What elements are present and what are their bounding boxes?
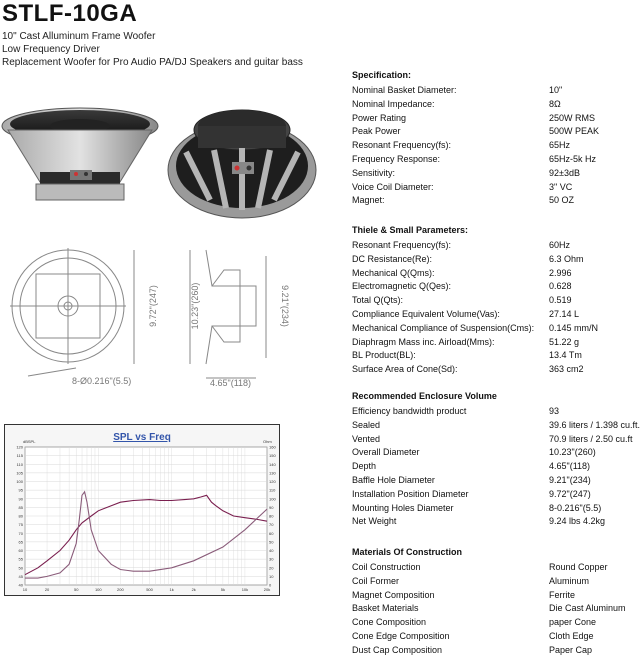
- product-subtitle-2: Low Frequency Driver: [2, 44, 100, 55]
- row-value: 9.21"(234): [549, 475, 591, 485]
- dim-holes-label: 8-Ø0.216"(5.5): [72, 376, 132, 386]
- materials-row: [352, 645, 640, 659]
- row-value: 39.6 liters / 1.398 cu.ft.: [549, 419, 640, 430]
- enclosure-row: [352, 489, 640, 503]
- speaker-photo: [0, 92, 318, 222]
- row-value: 2.996: [549, 267, 572, 278]
- enclosure-heading: Recommended Enclosure Volume: [352, 391, 497, 401]
- row-label: Sealed: [352, 419, 381, 430]
- spl-chart: [4, 424, 280, 596]
- row-label: Mounting Holes Diameter: [352, 502, 454, 513]
- spec-row: [352, 168, 640, 182]
- x-tick-label: 10k: [241, 587, 249, 592]
- thiele-small-heading: Thiele & Small Parameters:: [352, 225, 469, 235]
- row-value: 65Hz-5k Hz: [549, 154, 597, 164]
- ts-row: [352, 240, 640, 254]
- row-label: Power Rating: [352, 112, 407, 123]
- enclosure-row: [352, 420, 640, 434]
- row-value: 0.519: [549, 295, 572, 306]
- x-tick-label: 20: [44, 587, 50, 592]
- spec-row: [352, 85, 640, 99]
- materials-row: [352, 576, 640, 590]
- spl-chart-svg: [5, 425, 279, 595]
- row-value: 6.3 Ohm: [549, 253, 584, 264]
- y-tick-label: 85: [18, 504, 23, 510]
- chart-y2label: Ohm: [263, 439, 272, 444]
- enclosure-row: [352, 503, 640, 517]
- row-label: Electromagnetic Q(Qes):: [352, 281, 452, 292]
- x-tick-label: 20k: [263, 587, 271, 592]
- y2-tick-label: 120: [269, 479, 276, 484]
- materials-row: [352, 562, 640, 576]
- row-value: 65Hz: [549, 140, 571, 151]
- row-label: DC Resistance(Re):: [352, 253, 433, 264]
- row-label: Voice Coil Diameter:: [352, 181, 434, 192]
- materials-row: [352, 617, 640, 631]
- enclosure-row: [352, 461, 640, 475]
- row-value: paper Cone: [549, 617, 597, 628]
- y-tick-label: 40: [18, 582, 23, 588]
- row-value: 50 OZ: [549, 195, 575, 206]
- row-label: BL Product(BL):: [352, 350, 416, 361]
- row-value: Ferrite: [549, 589, 576, 600]
- row-label: Depth: [352, 461, 377, 472]
- row-label: Frequency Response:: [352, 154, 441, 164]
- dim-frame-label: 9.72"(247): [148, 285, 158, 327]
- y2-tick-label: 30: [269, 556, 274, 562]
- y2-tick-label: 140: [269, 461, 276, 467]
- row-label: Nominal Basket Diameter:: [352, 85, 457, 95]
- row-value: 4.65"(118): [549, 461, 591, 472]
- materials-row: [352, 631, 640, 645]
- row-label: Coil Former: [352, 575, 400, 586]
- y-tick-label: 60: [18, 548, 23, 553]
- spec-row: [352, 182, 640, 196]
- row-value: 8Ω: [549, 98, 561, 109]
- y-tick-label: 105: [16, 470, 23, 476]
- row-value: 60Hz: [549, 240, 571, 250]
- product-title: STLF-10GA: [2, 0, 138, 27]
- specification-heading: Specification:: [352, 70, 412, 80]
- y-tick-label: 70: [18, 530, 23, 536]
- row-value: Die Cast Aluminum: [549, 603, 626, 614]
- row-value: 10.23"(260): [549, 447, 596, 458]
- y-tick-label: 55: [18, 556, 23, 562]
- product-subtitle-3: Replacement Woofer for Pro Audio PA/DJ Speakers and guitar bass: [2, 57, 303, 68]
- materials-heading: Materials Of Construction: [352, 547, 463, 557]
- row-value: 3" VC: [549, 181, 573, 192]
- y2-tick-label: 40: [269, 548, 274, 553]
- y-tick-label: 65: [18, 539, 23, 545]
- row-label: Dust Cap Composition: [352, 644, 443, 655]
- row-label: Sensitivity:: [352, 167, 396, 178]
- enclosure-row: [352, 516, 640, 530]
- row-label: Cone Composition: [352, 617, 427, 628]
- row-label: Nominal Impedance:: [352, 98, 435, 109]
- y2-tick-label: 80: [269, 513, 274, 519]
- row-label: Installation Position Diameter: [352, 488, 469, 499]
- row-label: Efficiency bandwidth product: [352, 406, 467, 416]
- row-label: Overall Diameter: [352, 447, 420, 458]
- materials-row: [352, 590, 640, 604]
- y2-tick-label: 50: [269, 539, 274, 545]
- y2-tick-label: 150: [269, 453, 276, 459]
- row-value: Cloth Edge: [549, 631, 594, 641]
- y2-tick-label: 90: [269, 504, 274, 510]
- y2-tick-label: 130: [269, 470, 276, 476]
- row-label: Resonant Frequency(fs):: [352, 140, 452, 151]
- row-label: Magnet:: [352, 195, 385, 206]
- materials-row: [352, 603, 640, 617]
- y-tick-label: 45: [18, 573, 23, 579]
- y2-tick-label: 60: [269, 530, 274, 536]
- ts-row: [352, 268, 640, 282]
- row-label: Vented: [352, 433, 381, 444]
- row-label: Baffle Hole Diameter: [352, 475, 435, 485]
- row-label: Total Q(Qts):: [352, 295, 404, 306]
- spec-row: [352, 126, 640, 140]
- x-tick-label: 5k: [220, 587, 225, 592]
- y-tick-label: 95: [18, 487, 23, 493]
- row-value: 250W RMS: [549, 112, 596, 123]
- dimension-drawing: [6, 246, 306, 396]
- x-tick-label: 2k: [191, 587, 196, 592]
- row-value: 27.14 L: [549, 309, 580, 319]
- row-value: 10": [549, 85, 563, 95]
- row-value: 13.4 Tm: [549, 350, 582, 361]
- row-label: Compliance Equivalent Volume(Vas):: [352, 309, 500, 319]
- row-value: Round Copper: [549, 562, 608, 572]
- row-value: 0.628: [549, 281, 572, 292]
- row-value: Aluminum: [549, 575, 590, 586]
- ts-row: [352, 281, 640, 295]
- y-tick-label: 50: [18, 565, 23, 571]
- spec-row: [352, 113, 640, 127]
- chart-ylabel: dBSPL: [23, 439, 36, 444]
- row-value: 92±3dB: [549, 167, 580, 178]
- ts-row: [352, 309, 640, 323]
- row-value: 51.22 g: [549, 336, 580, 347]
- spec-row: [352, 99, 640, 113]
- row-label: Net Weight: [352, 516, 397, 527]
- x-tick-label: 50: [74, 587, 79, 592]
- enclosure-row: [352, 434, 640, 448]
- y-tick-label: 80: [18, 513, 23, 519]
- y-tick-label: 120: [16, 444, 23, 450]
- row-label: Diaphragm Mass inc. Airload(Mms):: [352, 336, 495, 347]
- y-tick-label: 100: [16, 479, 23, 484]
- spec-row: [352, 140, 640, 154]
- row-value: 70.9 liters / 2.50 cu.ft: [549, 433, 633, 444]
- ts-row: [352, 364, 640, 378]
- product-subtitle-1: 10" Cast Alluminum Frame Woofer: [2, 31, 156, 42]
- y2-tick-label: 20: [269, 565, 274, 571]
- ts-row: [352, 323, 640, 337]
- y2-tick-label: 70: [269, 522, 274, 528]
- x-tick-label: 1k: [169, 587, 174, 592]
- y2-tick-label: 10: [269, 573, 274, 579]
- row-value: 8-0.216"(5.5): [549, 502, 602, 513]
- row-label: Mechanical Compliance of Suspension(Cms):: [352, 322, 535, 333]
- spec-row: [352, 195, 640, 209]
- enclosure-row: [352, 406, 640, 420]
- spec-row: [352, 154, 640, 168]
- row-label: Peak Power: [352, 126, 401, 137]
- dim-overall-label: 10.23"(260): [190, 282, 200, 330]
- row-label: Cone Edge Composition: [352, 631, 450, 641]
- row-label: Magnet Composition: [352, 589, 435, 600]
- row-value: Paper Cap: [549, 644, 593, 655]
- dim-baffle-label: 9.21"(234): [280, 285, 290, 327]
- ts-row: [352, 350, 640, 364]
- row-value: 500W PEAK: [549, 126, 600, 137]
- row-label: Coil Construction: [352, 562, 421, 572]
- ts-row: [352, 295, 640, 309]
- x-tick-label: 200: [117, 587, 124, 592]
- y-tick-label: 110: [16, 461, 23, 467]
- y-tick-label: 90: [18, 496, 23, 502]
- y2-tick-label: 100: [269, 496, 276, 502]
- y-tick-label: 75: [18, 522, 23, 528]
- y-tick-label: 115: [16, 453, 23, 459]
- y2-tick-label: 110: [269, 487, 276, 493]
- ts-row: [352, 254, 640, 268]
- x-tick-label: 500: [146, 587, 153, 592]
- enclosure-row: [352, 475, 640, 489]
- y2-tick-label: 160: [269, 444, 276, 450]
- x-tick-label: 10: [22, 587, 28, 592]
- row-value: 93: [549, 406, 560, 416]
- row-value: 9.72"(247): [549, 488, 591, 499]
- ts-row: [352, 337, 640, 351]
- row-label: Surface Area of Cone(Sd):: [352, 364, 458, 375]
- row-label: Mechanical Q(Qms):: [352, 267, 435, 278]
- chart-title: SPL vs Freq: [113, 432, 171, 443]
- x-tick-label: 100: [94, 587, 102, 592]
- row-label: Resonant Frequency(fs):: [352, 240, 452, 250]
- enclosure-row: [352, 447, 640, 461]
- row-value: 363 cm2: [549, 364, 584, 375]
- row-label: Basket Materials: [352, 603, 419, 614]
- row-value: 9.24 lbs 4.2kg: [549, 516, 606, 527]
- y2-tick-label: 0: [269, 582, 272, 588]
- dim-depth-label: 4.65"(118): [210, 378, 252, 388]
- row-value: 0.145 mm/N: [549, 322, 599, 333]
